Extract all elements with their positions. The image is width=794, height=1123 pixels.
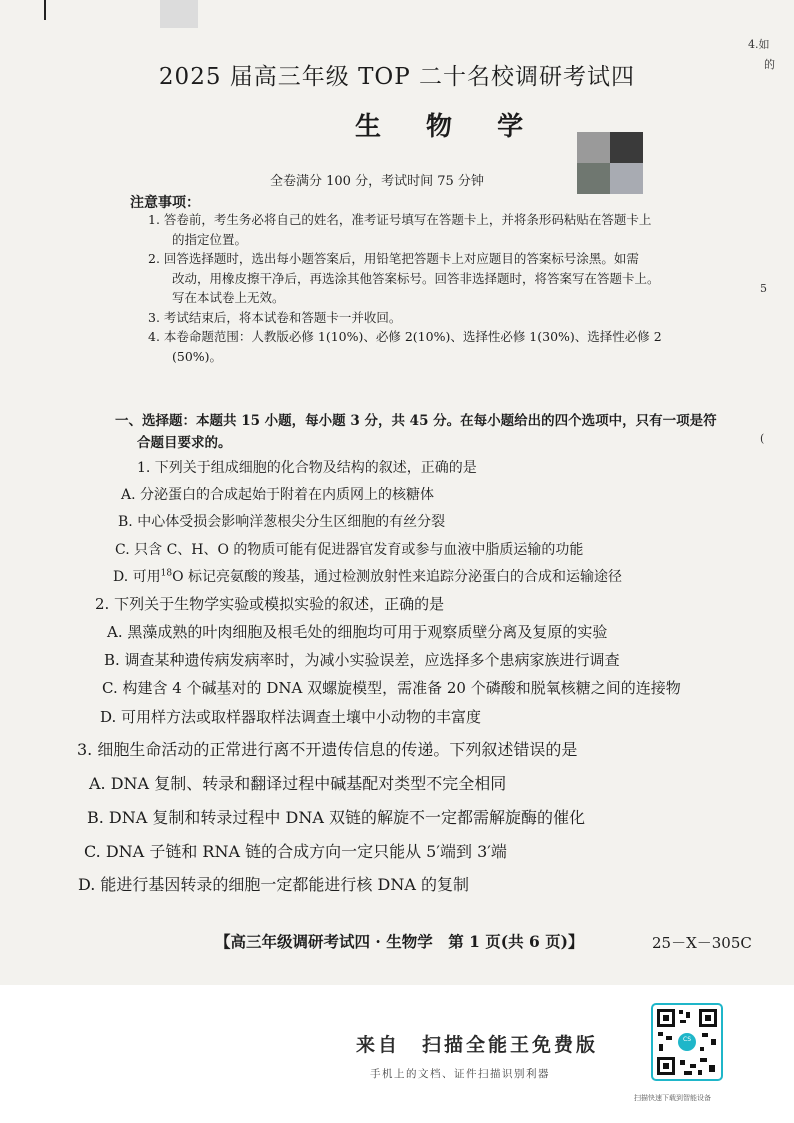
side-text-6: ( — [760, 432, 765, 445]
qr-caption: 扫描快速下载到智能设备 — [634, 1094, 711, 1102]
qr-badge-text: CS — [683, 1036, 691, 1043]
section-heading — [115, 410, 725, 454]
notice-item — [148, 308, 738, 328]
side-text-5: 5 — [760, 282, 767, 295]
notice-item-cont: 的指定位置。 — [172, 231, 248, 247]
notice-item — [148, 249, 738, 308]
question-option: C. 只含 C、H、O 的物质可能有促进器官发育或参与血液中脂质运输的功能 — [115, 542, 584, 558]
side-text-top: 4.如 — [748, 38, 770, 51]
notice-item-cont: (50%)。 — [172, 348, 223, 364]
notice-item-text: 4. 本卷命题范围：人教版必修 1(10%)、必修 2(10%)、选择性必修 1(30%)、选择性必修 2 — [148, 329, 662, 344]
question-option: B. 调查某种遗传病发病率时，为减小实验误差，应选择多个患病家族进行调查 — [104, 651, 620, 669]
side-text-top-2: 的 — [764, 58, 775, 71]
notice-item — [148, 327, 738, 366]
notice-item-text: 1. 答卷前，考生务必将自己的姓名，准考证号填写在答题卡上，并将条形码粘贴在答题卡上 — [148, 212, 652, 227]
question-option: C. DNA 子链和 RNA 链的合成方向一定只能从 5′端到 3′端 — [84, 842, 507, 861]
notice-item-cont: 改动，用橡皮擦干净后，再选涂其他答案标号。回答非选择题时，将答案写在答题卡上。 — [172, 270, 660, 286]
section-line: 一、选择题：本题共 15 小题，每小题 3 分，共 45 分。在每小题给出的四个选项中，只有一项是符 — [115, 413, 717, 429]
question-option: C. 构建含 4 个碱基对的 DNA 双螺旋模型，需准备 20 个磷酸和脱氧核糖之间的连接物 — [102, 679, 681, 697]
question-option: B. 中心体受损会影响洋葱根尖分生区细胞的有丝分裂 — [118, 514, 446, 530]
barcode-mosaic — [577, 132, 643, 194]
question-option: B. DNA 复制和转录过程中 DNA 双链的解旋不一定都需解旋酶的催化 — [87, 808, 585, 827]
isotope-mass: 18 — [160, 568, 173, 579]
section-line-cont: 合题目要求的。 — [137, 435, 232, 451]
notice-item — [148, 210, 738, 249]
page-edge-mark — [44, 0, 46, 20]
question-option: D. 可用样方法或取样器取样法调查土壤中小动物的丰富度 — [100, 708, 482, 726]
option-text: D. 可用 — [113, 569, 161, 585]
exam-title: 2025 届高三年级 TOP 二十名校调研考试四 — [158, 64, 636, 90]
option-text: O 标记亮氨酸的羧基，通过检测放射性来追踪分泌蛋白的合成和运输途径 — [172, 569, 623, 585]
question-option: A. 黑藻成熟的叶肉细胞及根毛处的细胞均可用于观察质壁分离及复原的实验 — [107, 623, 608, 641]
notice-list — [148, 210, 738, 366]
question-option: D. 能进行基因转录的细胞一定都能进行核 DNA 的复制 — [78, 875, 469, 894]
question-option: A. DNA 复制、转录和翻译过程中碱基配对类型不完全相同 — [89, 774, 507, 793]
watermark-subtitle: 手机上的文档、证件扫描识别利器 — [370, 1068, 550, 1080]
question-option — [113, 566, 622, 586]
notice-item-text: 2. 回答选择题时，选出每小题答案后，用铅笔把答题卡上对应题目的答案标号涂黑。如需 — [148, 251, 639, 266]
notice-item-text: 3. 考试结束后，将本试卷和答题卡一并收回。 — [148, 309, 402, 325]
notice-item-cont: 写在本试卷上无效。 — [172, 290, 285, 305]
page-footer: 【高三年级调研考试四 · 生物学 第 1 页(共 6 页)】 — [215, 932, 584, 951]
exam-meta: 全卷满分 100 分，考试时间 75 分钟 — [270, 174, 484, 189]
question-option: A. 分泌蛋白的合成起始于附着在内质网上的核糖体 — [121, 487, 435, 503]
subject-title: 生 物 学 — [355, 112, 542, 142]
scan-artifact — [160, 0, 198, 28]
paper-code: 25－X－305C — [652, 934, 752, 952]
watermark-title: 来自 扫描全能王免费版 — [356, 1034, 599, 1056]
question-stem: 3. 细胞生命活动的正常进行离不开遗传信息的传递。下列叙述错误的是 — [77, 740, 578, 759]
notice-heading: 注意事项： — [130, 195, 200, 211]
question-stem: 2. 下列关于生物学实验或模拟实验的叙述，正确的是 — [95, 595, 445, 613]
question-stem: 1. 下列关于组成细胞的化合物及结构的叙述，正确的是 — [137, 460, 477, 476]
